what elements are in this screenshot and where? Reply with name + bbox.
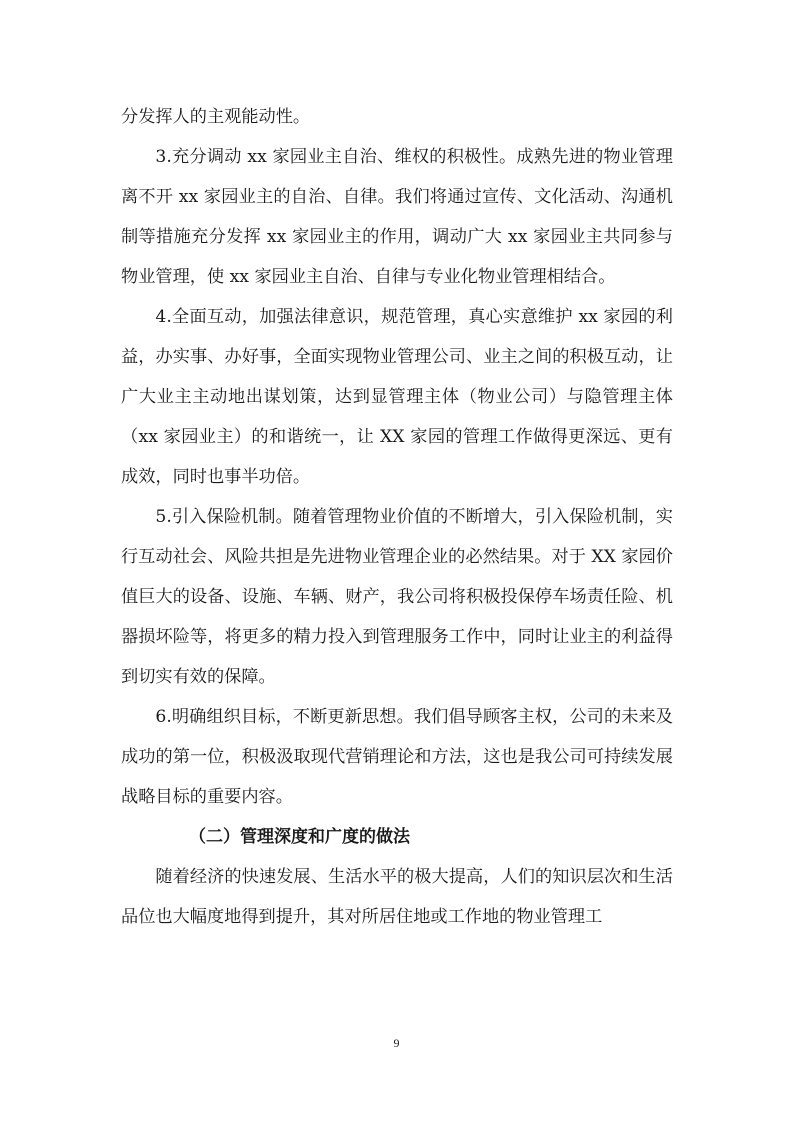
page-number: 9 [393,1036,400,1050]
paragraph-item-3: 3.充分调动 xx 家园业主自治、维权的积极性。成熟先进的物业管理离不开 xx 家园业主的自治、自律。我们将通过宣传、文化活动、沟通机制等措施充分发挥 xx 家园业主的作用，调动广大 xx 家园业主共同参与物业管理，使 xx 家园业主自治、自律与专业化物业管理相结合。 [121,147,673,287]
document-body [121,97,673,937]
paragraph-continuation: 分发挥人的主观能动性。 [121,107,311,127]
paragraph-item-6: 6.明确组织目标，不断更新思想。我们倡导顾客主权，公司的未来及成功的第一位，积极汲取现代营销理论和方法，这也是我公司可持续发展战略目标的重要内容。 [121,707,673,807]
paragraph-item-4: 4.全面互动，加强法律意识，规范管理，真心实意维护 xx 家园的利益，办实事、办好事，全面实现物业管理公司、业主之间的积极互动，让广大业主主动地出谋划策，达到显管理主体（物业公司）与隐管理主体（xx 家园业主）的和谐统一，让 XX 家园的管理工作做得更深远、更有成效，同时也事半功倍。 [121,307,673,487]
section-heading: （二）管理深度和广度的做法 [189,827,410,847]
paragraph-item-5: 5.引入保险机制。随着管理物业价值的不断增大，引入保险机制，实行互动社会、风险共担是先进物业管理企业的必然结果。对于 XX 家园价值巨大的设备、设施、车辆、财产，我公司将积极投保停车场责任险、机器损坏险等，将更多的精力投入到管理服务工作中，同时让业主的利益得到切实有效的保障。 [121,507,673,687]
paragraph-section-intro: 随着经济的快速发展、生活水平的极大提高，人们的知识层次和生活品位也大幅度地得到提升，其对所居住地或工作地的物业管理工 [121,867,673,927]
